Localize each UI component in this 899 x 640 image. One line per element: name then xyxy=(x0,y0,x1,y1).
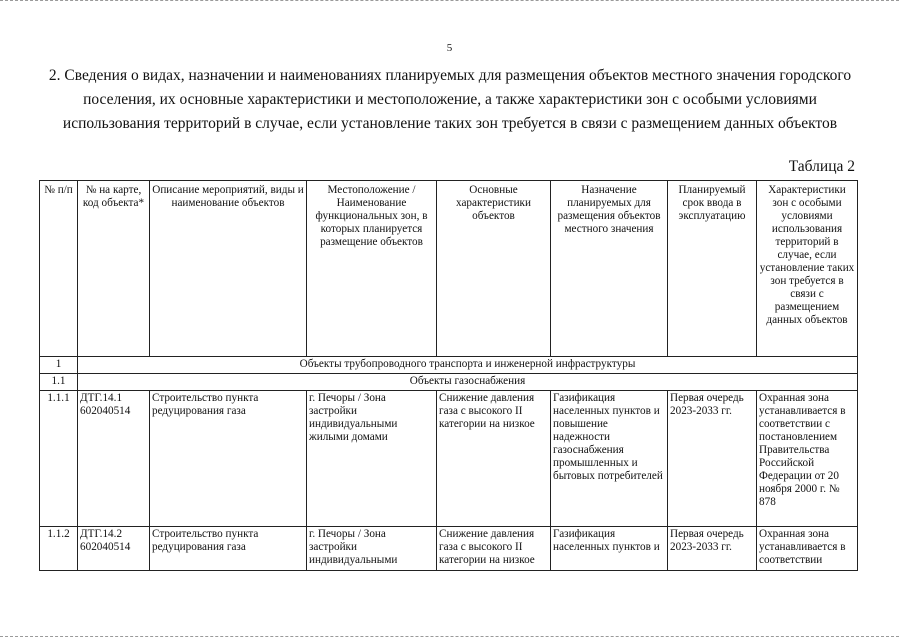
scan-edge-bottom xyxy=(0,630,899,637)
table-caption: Таблица 2 xyxy=(788,158,855,175)
header-code: № на карте, код объекта* xyxy=(78,181,150,357)
row-description: Строительство пункта редуцирования газа xyxy=(150,391,307,527)
row-purpose: Газификация населенных пунктов и повышение надежности газоснабжения промышленных и бытовых потребителей xyxy=(551,391,668,527)
subsection-number: 1.1 xyxy=(40,374,78,391)
page-number: 5 xyxy=(446,42,453,54)
subsection-title: Объекты газоснабжения xyxy=(78,374,858,391)
scan-edge-top xyxy=(0,0,899,7)
row-code: ДТГ.14.2 602040514 xyxy=(78,527,150,571)
header-purpose: Назначение планируемых для размещения объектов местного значения xyxy=(551,181,668,357)
table-row xyxy=(40,391,858,527)
section-heading: 2. Сведения о видах, назначении и наименованиях планируемых для размещения объектов местного значения городского поселения, их основные характеристики и местоположение, а также характеристики зон с особыми условиями использования территорий в случае, если установление таких зон требуется в связи с размещением данных объектов xyxy=(48,67,852,132)
subsection-row xyxy=(40,374,858,391)
header-characteristics: Основные характеристики объектов xyxy=(437,181,551,357)
row-zones: Охранная зона устанавливается в соответствии с постановлением Правительства Российской Федерации от 20 ноября 2000 г. № 878 xyxy=(757,391,858,527)
section-title: Объекты трубопроводного транспорта и инженерной инфраструктуры xyxy=(78,357,858,374)
row-location: г. Печоры / Зона застройки индивидуальными жилыми домами xyxy=(307,391,437,527)
row-description: Строительство пункта редуцирования газа xyxy=(150,527,307,571)
table-header-row xyxy=(40,181,858,357)
row-zones: Охранная зона устанавливается в соответствии xyxy=(757,527,858,571)
row-number: 1.1.1 xyxy=(40,391,78,527)
row-number: 1.1.2 xyxy=(40,527,78,571)
header-zones: Характеристики зон с особыми условиями использования территорий в случае, если установление таких зон требуется в связи с размещением данных объектов xyxy=(757,181,858,357)
row-characteristics: Снижение давления газа с высокого II категории на низкое xyxy=(437,527,551,571)
objects-table xyxy=(39,180,858,571)
row-term: Первая очередь 2023-2033 гг. xyxy=(668,391,757,527)
row-code: ДТГ.14.1 602040514 xyxy=(78,391,150,527)
row-term: Первая очередь 2023-2033 гг. xyxy=(668,527,757,571)
header-description: Описание мероприятий, виды и наименование объектов xyxy=(150,181,307,357)
header-num: № п/п xyxy=(40,181,78,357)
section-number: 1 xyxy=(40,357,78,374)
table-row xyxy=(40,527,858,571)
row-location: г. Печоры / Зона застройки индивидуальными xyxy=(307,527,437,571)
header-location: Местоположение / Наименование функциональных зон, в которых планируется размещение объектов xyxy=(307,181,437,357)
section-row xyxy=(40,357,858,374)
header-term: Планируемый срок ввода в эксплуатацию xyxy=(668,181,757,357)
row-purpose: Газификация населенных пунктов и xyxy=(551,527,668,571)
row-characteristics: Снижение давления газа с высокого II категории на низкое xyxy=(437,391,551,527)
